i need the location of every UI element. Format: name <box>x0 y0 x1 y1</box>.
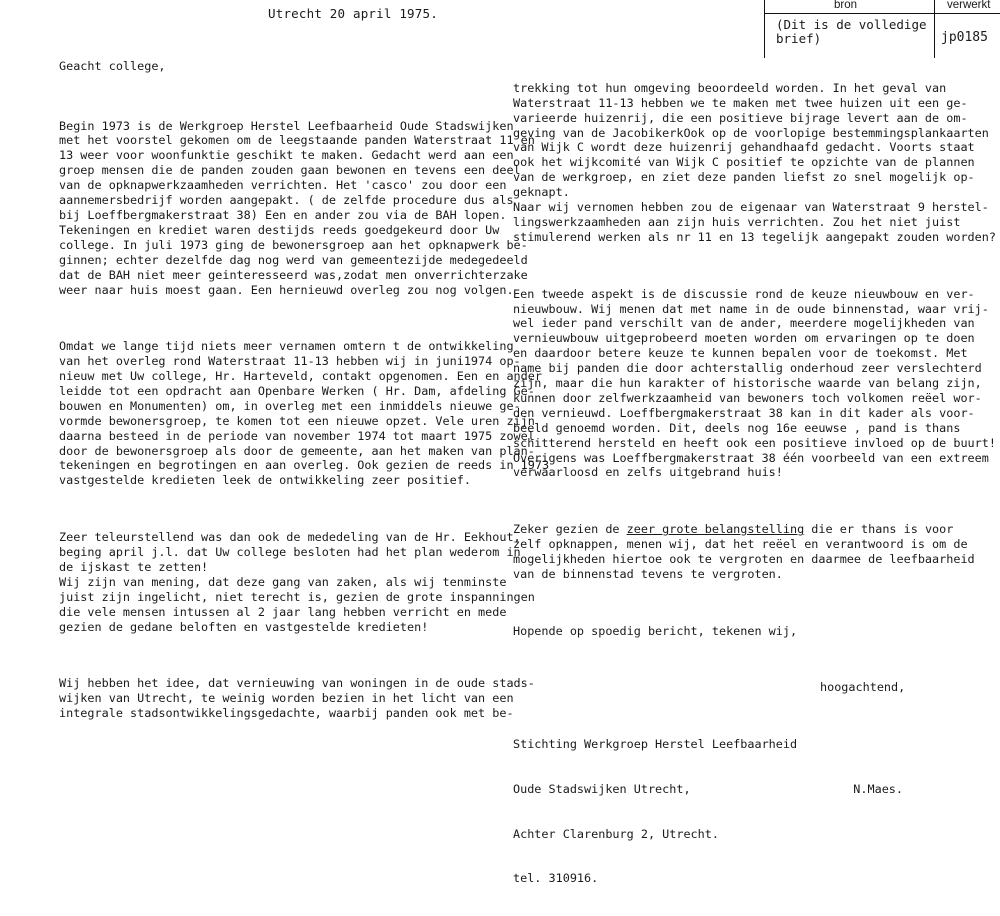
salutation: hoogachtend, <box>820 680 906 695</box>
stamp-archive-code: jp0185 <box>941 30 988 45</box>
signature-row <box>513 782 903 797</box>
signature-org: Stichting Werkgroep Herstel Leefbaarheid <box>513 737 798 752</box>
stamp-left-border <box>764 0 765 58</box>
closing-line: Hopende op spoedig bericht, tekenen wij, <box>513 623 798 638</box>
final-paragraph-rest: die er thans is voor zelf opknappen, menen wij, dat het reëel en verantwoord is om de mogelijkheden hiertoe ook te vergroten en daarmee de leefbaarheid van de binnenstad tevens te vergroten. <box>513 522 975 581</box>
signature-address: Achter Clarenburg 2, Utrecht. <box>513 826 719 841</box>
stamp-processed-header: verwerkt <box>947 0 991 11</box>
signature-phone: tel. 310916. <box>513 871 599 886</box>
final-paragraph-emphasis: zeer grote belangstelling <box>626 522 805 537</box>
letter-paragraph: trekking tot hun omgeving beoordeeld worden. In het geval van Waterstraat 11-13 hebben we te maken met twee huizen uit een ge- varieerde huizenrij, die een positieve bijrage levert aan de om- geving van de JacobikerkOok op de voorlopige bestemmingsplankaarten van Wijk C wordt deze huizenrij gehandhaafd gedacht. Voorts staat ook het wijkcomité van Wijk C positief te opzichte van de plannen van de werkgroep, en ziet deze panden liefst zo snel mogelijk op- geknapt. Naar wij vernomen hebben zou de eigenaar van Waterstraat 9 herstel- lingswerkzaamheden aan zijn huis verrichten. Zou het niet juist stimulerend werken als nr 11 en 13 tegelijk aangepakt zouden worden? <box>513 80 996 244</box>
letter-paragraph: Een tweede aspekt is de discussie rond de keuze nieuwbouw en ver- nieuwbouw. Wij menen dat met name in de oude binnenstad, waar vrij- wel ieder pand verschilt van de ander, meerdere mogelijkheden van vernieuwbouw uitgeprobeerd moeten worden om ervaringen op te doen en daardoor betere keuze te kunnen bepalen voor de toekomst. Met name bij panden die door achterstallig onderhoud zeer verslechterd zijn, maar die hun karakter of historische waarde van belang zijn, kunnen door zelfwerkzaamheid van bewoners toch volkomen reëel wor- den vernieuwd. Loeffbergmakerstraat 38 kan in dit kader als voor- beeld genoemd worden. Dit, deels nog 16e eeuwse , pand is thans schitterend hersteld en heeft ook een positieve invloed op de buurt! Overigens was Loeffbergmakerstraat 38 één voorbeeld van een extreem verwaarloosd en zelfs uitgebrand huis! <box>513 286 996 480</box>
letter-right-column <box>513 51 996 916</box>
archive-stamp <box>764 0 1000 58</box>
letter-date: Utrecht 20 april 1975. <box>268 6 438 21</box>
letter-greeting: Geacht college, <box>59 58 166 73</box>
letter-left-column <box>59 29 550 763</box>
stamp-source-note: (Dit is de volledige brief) <box>776 17 927 46</box>
signature-org-line2: Oude Stadswijken Utrecht, <box>513 781 691 796</box>
signature-name: N.Maes. <box>853 781 903 796</box>
letter-paragraph: Wij hebben het idee, dat vernieuwing van woningen in de oude stads- wijken van Utrecht, te weinig worden bezien in het licht van een integrale stadsontwikkelingsgedachte, waarbij panden ook met be- <box>59 676 535 721</box>
letter-paragraph: Begin 1973 is de Werkgroep Herstel Leefbaarheid Oude Stadswijken met het voorstel gekomen om de leegstaande panden Waterstraat 11 en 13 weer voor woonfunktie geschikt te maken. Gedacht werd aan een groep mensen die de panden zouden gaan bewonen en tevens een deel van de opknapwerkzaamheden verrichten. Het 'casco' zou door een aannemersbedrijf worden aangepakt. ( de zelfde procedure dus als bij Loeffbergmakerstraat 38) Een en ander zou via de BAH lopen. Tekeningen en krediet waren destijds reeds goedgekeurd door Uw college. In juli 1973 ging de bewonersgroep aan het opknapwerk be- ginnen; echter dezelfde dag nog werd van gemeentezijde medegedeeld dat de BAH niet meer geinteresseerd was,zodat men onverrichterzake weer naar huis moest gaan. Een hernieuwd overleg zou nog volgen. <box>59 118 535 297</box>
stamp-source-header: bron <box>834 0 858 11</box>
stamp-divider <box>764 13 1000 14</box>
letter-paragraph: Zeer teleurstellend was dan ook de mededeling van de Hr. Eekhout, beging april j.l. dat Uw college besloten had het plan wederom in de ijskast te zetten! Wij zijn van mening, dat deze gang van zaken, als wij tenminste juist zijn ingelicht, niet terecht is, gezien de grote inspanningen die vele mensen intussen al 2 jaar lang hebben verricht en mede gezien de gedane beloften en vastgestelde kredieten! <box>59 530 535 634</box>
letter-final-paragraph <box>513 522 983 582</box>
letter-paragraph: Omdat we lange tijd niets meer vernamen omtern t de ontwikkeling van het overleg rond Waterstraat 11-13 hebben wij in juni1974 op- nieuw met Uw college, Hr. Harteveld, contakt opgenomen. Een en ander leidde tot een opdracht aan Openbare Werken ( Hr. Dam, afdeling Ge- bouwen en Monumenten) om, in overleg met een inmiddels nieuwe ge- vormde bewonersgroep, te komen tot een nieuwe opzet. Vele uren zijn daarna besteed in de periode van november 1974 tot maart 1975 zowel door de bewonersgroep als door de gemeente, aan het maken van plan- tekeningen en begrotingen en aan overleg. Ook gezien de reeds in 1973 vastgestelde kredieten leek de ontwikkeling zeer positief. <box>59 339 550 488</box>
stamp-column-border <box>934 0 935 58</box>
final-paragraph-start: Zeker gezien de <box>513 522 627 537</box>
